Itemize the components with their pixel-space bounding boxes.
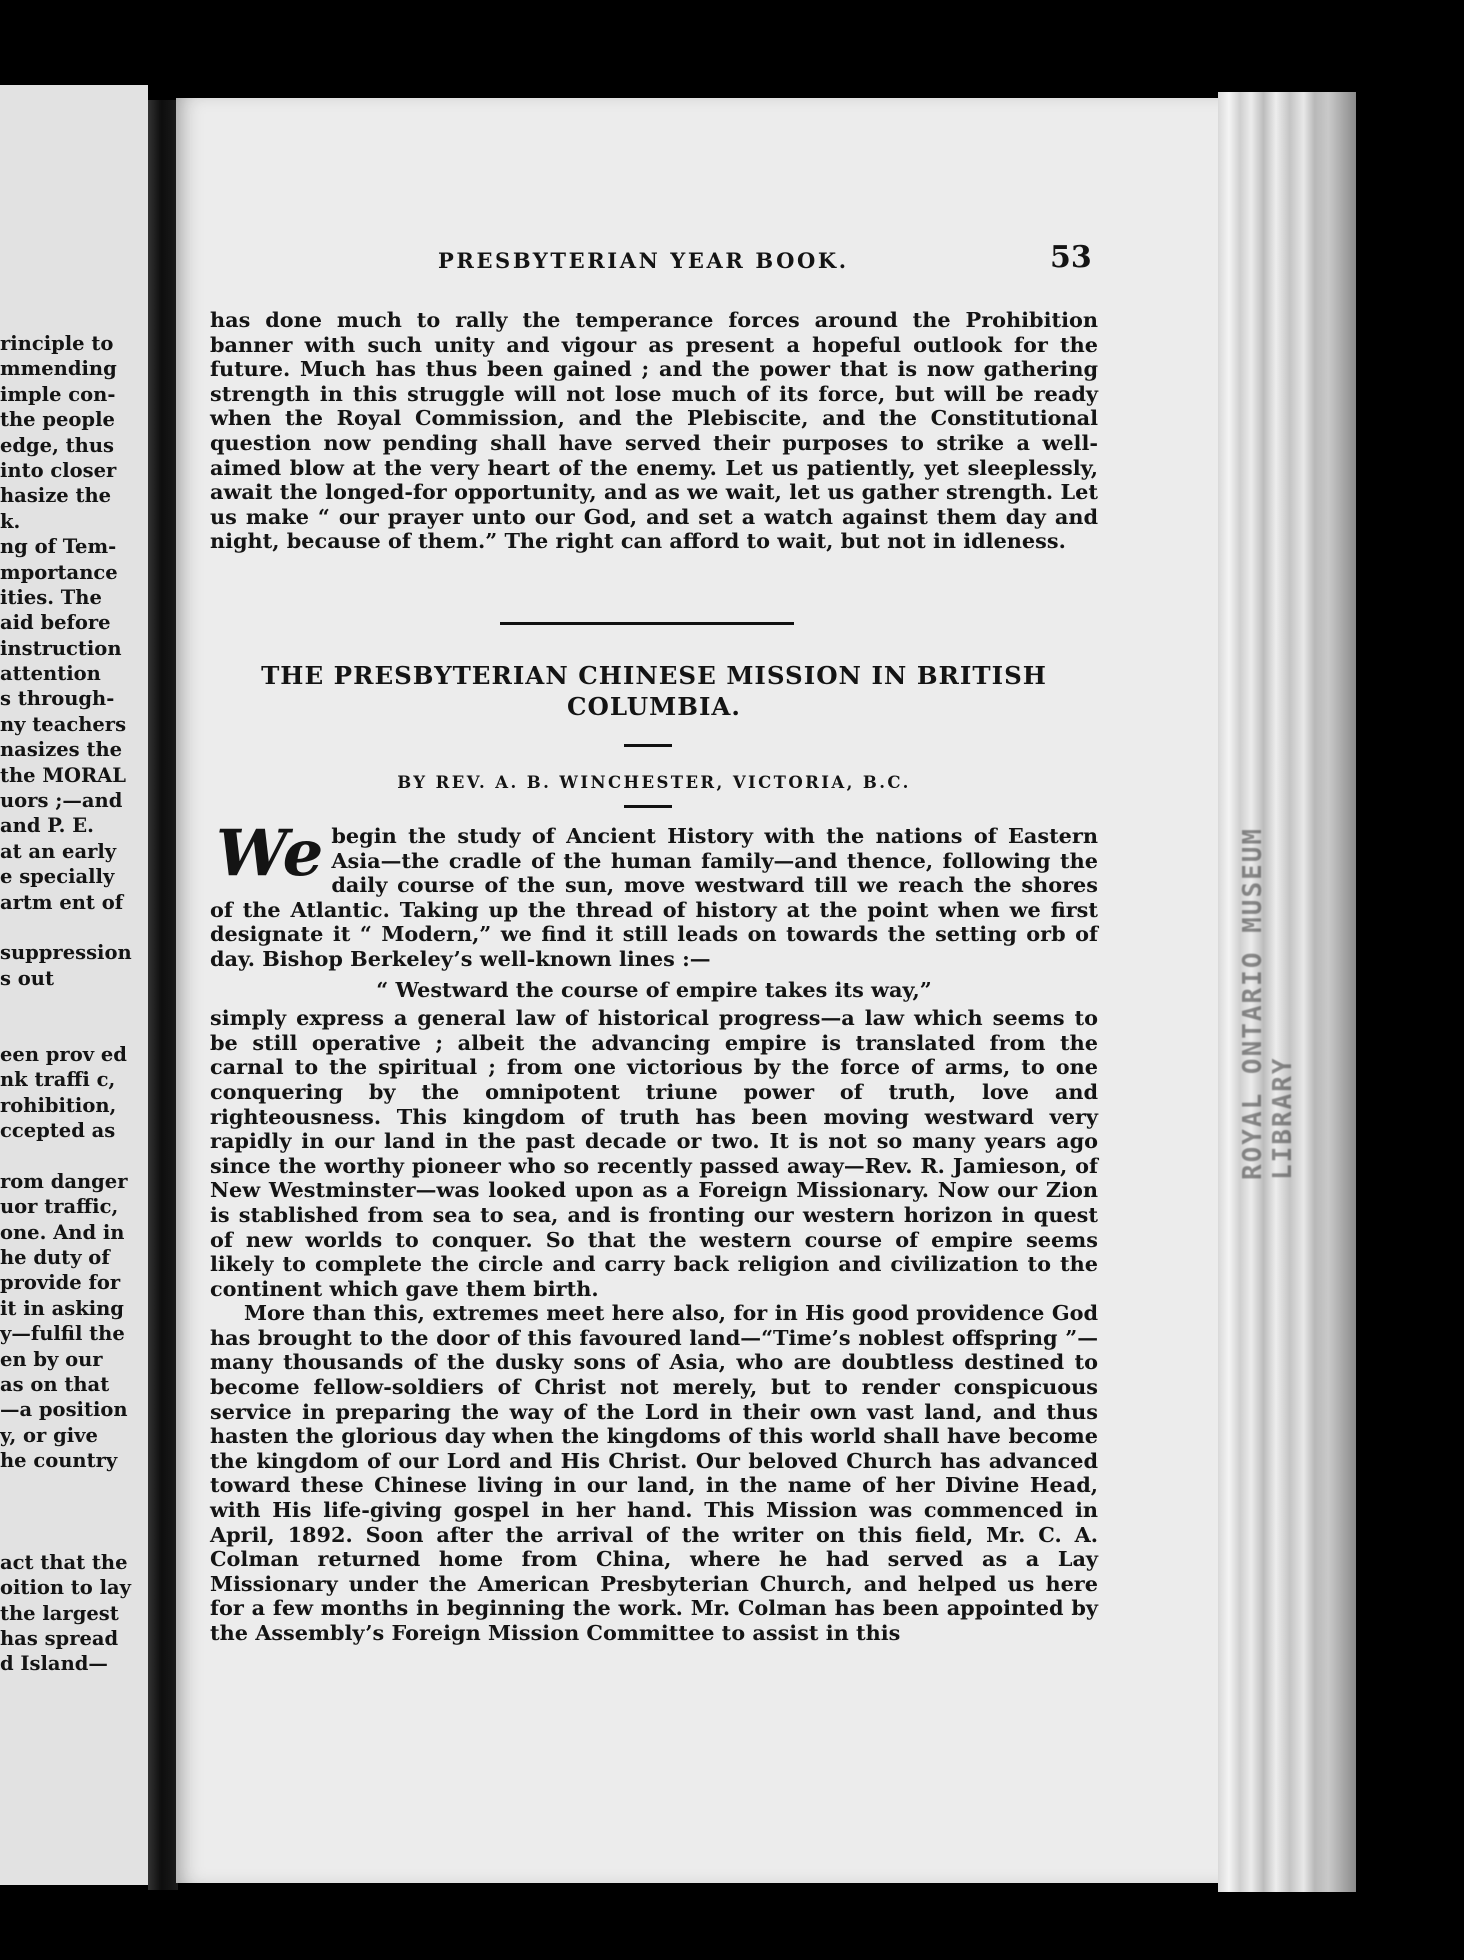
title-rule — [624, 744, 672, 747]
left-page-line: uors ;—and — [0, 789, 123, 813]
left-page-line: hasize the — [0, 484, 112, 508]
paragraph-2: simply express a general law of historical progress—a law which seems to be still operative ; albeit the advancing empire is translated from the carnal to the spiritual ; from one victorious by the force of arms, to one conquering by the omnipotent triune power of truth, love and righteousness. This kingdom of truth has been moving westward very rapidly in our land in the past decade or two. It is not so many years ago since the worthy pioneer who so recently passed away—Rev. R. Jamieson, of New Westminster—was looked upon as a Foreign Missionary. Now our Zion is stablished from sea to sea, and is fronting our western horizon in quest of new worlds to conquer. So that the western course of empire seems likely to complete the circle and carry back religion and civilization to the continent which gave them birth. — [210, 1005, 1098, 1301]
left-page-line: and P. E. — [0, 814, 94, 838]
left-page-line — [0, 991, 148, 1016]
left-page-line: has spread — [0, 1626, 119, 1650]
left-facing-page — [0, 85, 148, 1885]
left-page-line — [0, 1524, 148, 1549]
title-line-1: THE PRESBYTERIAN CHINESE MISSION IN BRITISH — [261, 661, 1047, 690]
left-page-line: ny teachers — [0, 712, 127, 736]
left-page-line: artm ent of — [0, 890, 124, 914]
left-page-line: suppression — [0, 941, 132, 965]
left-page-line: oition to lay — [0, 1576, 131, 1600]
left-page-line: een prov ed — [0, 1042, 127, 1066]
left-page-line: the MORAL — [0, 763, 126, 787]
article-body — [210, 816, 1098, 1646]
left-page-line: the people — [0, 408, 115, 432]
left-page-line: y—fulfil the — [0, 1322, 125, 1346]
left-page-line: into closer — [0, 458, 117, 482]
left-page-line: rom danger — [0, 1169, 128, 1193]
left-page-line: d Island— — [0, 1652, 108, 1676]
left-page-line: provide for — [0, 1271, 121, 1295]
left-page-line: it in asking — [0, 1296, 124, 1320]
left-page-line: one. And in — [0, 1220, 125, 1244]
book-gutter — [148, 100, 178, 1890]
left-page-line: mportance — [0, 560, 118, 584]
drop-cap: We — [216, 816, 324, 891]
left-page-line: edge, thus — [0, 433, 115, 457]
library-stamp: ROYAL ONTARIO MUSEUM LIBRARY — [1238, 826, 1298, 1180]
left-page-line: as on that — [0, 1373, 110, 1397]
left-page-line: e specially — [0, 865, 115, 889]
article-title — [210, 660, 1098, 722]
title-line-2: COLUMBIA. — [567, 692, 741, 721]
left-page-line: ities. The — [0, 585, 102, 609]
left-page-line: mmending — [0, 357, 117, 381]
left-page-line: he country — [0, 1449, 118, 1473]
continued-paragraph — [210, 308, 1098, 554]
left-page-line: y, or give — [0, 1423, 98, 1447]
paragraph-1-text: begin the study of Ancient History with the nations of Eastern Asia—the cradle of the human family—and thence, following the daily course of the sun, move westward till we reach the shores of the Atlantic. Taking up the thread of history at the point when we first designate it “ Modern,” we find it still leads on towards the setting orb of day. Bishop Berkeley’s well-known lines :— — [210, 823, 1098, 971]
left-page-line: nk traffi c, — [0, 1068, 116, 1092]
left-page-text — [0, 331, 148, 1677]
paragraph-3: More than this, extremes meet here also, for in His good providence God has brought to the door of this favoured land—“Time’s noblest offspring ”—many thousands of the dusky sons of Asia, who are doubtless destined to become fellow-soldiers of Christ not merely, but to render conspicuous service in preparing the way of the Lord in their own vast land, and thus hasten the glorious day when the kingdoms of this world shall have become the kingdom of our Lord and His Christ. Our beloved Church has advanced toward these Chinese living in our land, in the name of her Divine Head, with His life-giving gospel in her hand. This Mission was commenced in April, 1892. Soon after the arrival of the writer on this field, Mr. C. A. Colman returned home from China, where he had served as a Lay Missionary under the American Presbyterian Church, and helped us here for a few months in beginning the work. Mr. Colman has been appointed by the Assembly’s Foreign Mission Committee to assist in this — [210, 1300, 1098, 1645]
left-page-line: rinciple to — [0, 332, 114, 355]
page-number: 53 — [1050, 240, 1092, 275]
left-page-line: ng of Tem- — [0, 535, 117, 559]
left-page-line: he duty of — [0, 1246, 110, 1270]
block-quote: “ Westward the course of empire takes its way,” — [376, 976, 932, 1002]
left-page-line: rohibition, — [0, 1093, 117, 1117]
left-page-line: imple con- — [0, 382, 116, 406]
paragraph-1 — [210, 816, 1098, 972]
left-page-line: attention — [0, 662, 101, 686]
left-page-line: uor traffic, — [0, 1195, 119, 1219]
byline: BY REV. A. B. WINCHESTER, VICTORIA, B.C. — [397, 773, 911, 792]
left-page-line: act that the — [0, 1550, 128, 1574]
byline-rule — [624, 805, 672, 808]
left-page-line: the largest — [0, 1601, 119, 1625]
left-page-line: en by our — [0, 1347, 103, 1371]
running-head: PRESBYTERIAN YEAR BOOK. — [438, 248, 849, 273]
left-page-line: instruction — [0, 636, 122, 660]
left-page-line: nasizes the — [0, 738, 123, 762]
left-page-line — [0, 1499, 148, 1524]
section-divider — [500, 622, 794, 625]
paragraph-text: has done much to rally the temperance forces around the Prohibition banner with such unity and vigour as present a hopeful outlook for the future. Much has thus been gained ; and the power that is now gathering strength in this struggle will not lose much of its force, but will be ready when the Royal Commission, and the Plebiscite, and the Constitutional question now pending shall have served their purposes to strike a well-aimed blow at the very heart of the enemy. Let us patiently, yet sleeplessly, await the longed-for opportunity, and as we wait, let us gather strength. Let us make “ our prayer unto our God, and set a watch against them day and night, because of them.” The right can afford to wait, but not in idleness. — [210, 307, 1098, 554]
left-page-line: at an early — [0, 839, 117, 863]
left-page-line: k. — [0, 509, 21, 533]
left-page-line: aid before — [0, 611, 111, 635]
left-page-line: s through- — [0, 687, 115, 711]
left-page-line: ccepted as — [0, 1119, 116, 1143]
left-page-line — [0, 1017, 148, 1042]
left-page-line — [0, 1474, 148, 1499]
left-page-line: —a position — [0, 1398, 128, 1422]
left-page-line: s out — [0, 966, 54, 990]
left-page-line — [0, 915, 148, 940]
left-page-line — [0, 1144, 148, 1169]
